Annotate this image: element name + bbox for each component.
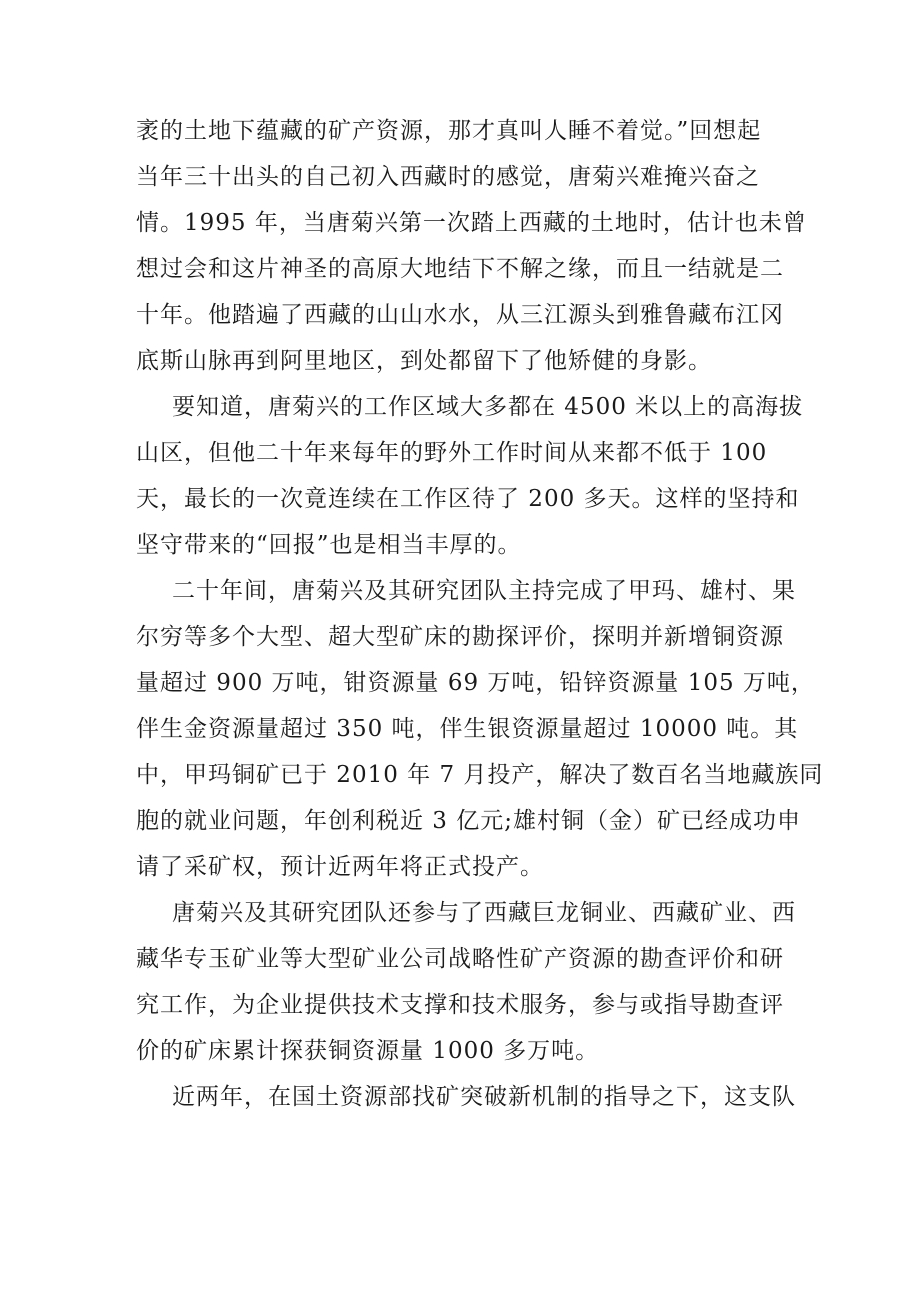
text-line: 天，最长的一次竟连续在工作区待了 200 多天。这样的坚持和 — [136, 486, 800, 512]
text-line: 中，甲玛铜矿已于 2010 年 7 月投产，解决了数百名当地藏族同 — [136, 762, 824, 788]
paragraph-first-line: 二十年间，唐菊兴及其研究团队主持完成了甲玛、雄村、果 — [172, 578, 796, 604]
text-line: 价的矿床累计探获铜资源量 1000 多万吨。 — [136, 1038, 600, 1064]
text-line: 想过会和这片神圣的高原大地结下不解之缘，而且一结就是二 — [136, 256, 784, 282]
text-line: 藏华专玉矿业等大型矿业公司战略性矿产资源的勘查评价和研 — [136, 946, 784, 972]
paragraph-first-line: 唐菊兴及其研究团队还参与了西藏巨龙铜业、西藏矿业、西 — [172, 900, 796, 926]
text-line: 量超过 900 万吨，钳资源量 69 万吨，铅锌资源量 105 万吨， — [136, 670, 815, 696]
text-line: 坚守带来的“回报”也是相当丰厚的。 — [136, 532, 522, 558]
text-line: 山区，但他二十年来每年的野外工作时间从来都不低于 100 — [136, 440, 768, 466]
text-line: 袤的土地下蕴藏的矿产资源，那才真叫人睡不着觉。”回想起 — [136, 118, 762, 144]
text-line: 情。1995 年，当唐菊兴第一次踏上西藏的土地时，估计也未曾 — [136, 210, 807, 236]
text-line: 当年三十出头的自己初入西藏时的感觉，唐菊兴难掩兴奋之 — [136, 164, 760, 190]
paragraph-first-line: 近两年，在国土资源部找矿突破新机制的指导之下，这支队 — [172, 1084, 796, 1110]
text-line: 请了采矿权，预计近两年将正式投产。 — [136, 854, 544, 880]
text-line: 伴生金资源量超过 350 吨，伴生银资源量超过 10000 吨。其 — [136, 716, 799, 742]
paragraph-first-line: 要知道，唐菊兴的工作区域大多都在 4500 米以上的高海拔 — [172, 394, 804, 420]
text-line: 底斯山脉再到阿里地区，到处都留下了他矫健的身影。 — [136, 348, 712, 374]
text-line: 尔穷等多个大型、超大型矿床的勘探评价，探明并新增铜资源 — [136, 624, 784, 650]
text-line: 胞的就业问题，年创利税近 3 亿元;雄村铜（金）矿已经成功申 — [136, 808, 802, 834]
text-line: 十年。他踏遍了西藏的山山水水，从三江源头到雅鲁藏布江冈 — [136, 302, 784, 328]
text-line: 究工作，为企业提供技术支撑和技术服务，参与或指导勘查评 — [136, 992, 784, 1018]
